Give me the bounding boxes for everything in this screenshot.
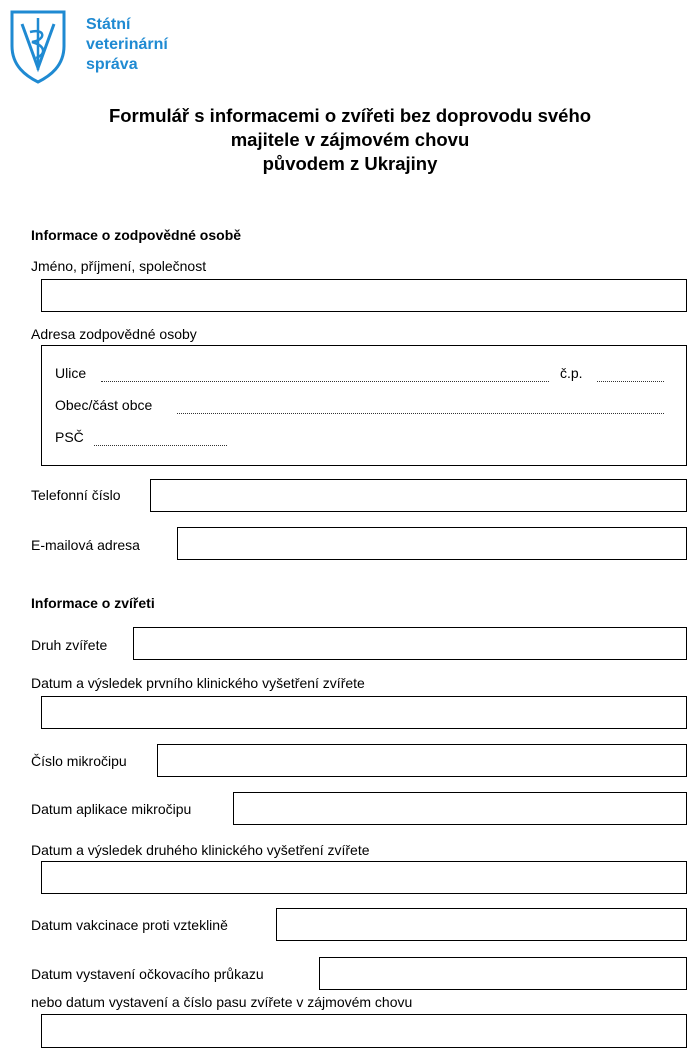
section-heading-responsible-person: Informace o zodpovědné osobě	[31, 227, 242, 243]
street-label: Ulice	[55, 365, 87, 381]
caduceus-shield-icon	[6, 6, 70, 84]
species-field[interactable]	[133, 627, 687, 660]
house-number-field[interactable]	[597, 381, 664, 382]
second-exam-field[interactable]	[41, 861, 687, 894]
house-number-label: č.p.	[560, 365, 583, 381]
second-exam-label: Datum a výsledek druhého klinického vyšetření zvířete	[31, 842, 370, 858]
microchip-label: Číslo mikročipu	[31, 753, 127, 769]
species-label: Druh zvířete	[31, 637, 108, 653]
form-title	[0, 104, 700, 176]
phone-field[interactable]	[150, 479, 687, 512]
first-exam-label: Datum a výsledek prvního klinického vyšetření zvířete	[31, 675, 365, 691]
phone-label: Telefonní číslo	[31, 487, 121, 503]
microchip-date-label: Datum aplikace mikročipu	[31, 801, 192, 817]
microchip-date-field[interactable]	[233, 792, 687, 825]
passport-field[interactable]	[41, 1014, 687, 1048]
form-title-line: původem z Ukrajiny	[262, 153, 438, 174]
zip-field[interactable]	[94, 445, 227, 446]
vaccination-card-label: Datum vystavení očkovacího průkazu	[31, 966, 264, 982]
zip-label: PSČ	[55, 429, 84, 445]
first-exam-field[interactable]	[41, 696, 687, 729]
logo-line: veterinární	[86, 36, 168, 53]
street-field[interactable]	[101, 381, 549, 382]
logo-line: Státní	[86, 16, 131, 33]
town-field[interactable]	[177, 413, 664, 414]
passport-label: nebo datum vystavení a číslo pasu zvířete v zájmovém chovu	[31, 994, 413, 1010]
logo-line: správa	[86, 56, 138, 73]
rabies-vaccination-field[interactable]	[276, 908, 687, 941]
name-label: Jméno, příjmení, společnost	[31, 258, 207, 274]
logo	[6, 6, 206, 86]
address-label: Adresa zodpovědné osoby	[31, 326, 197, 342]
microchip-field[interactable]	[157, 744, 687, 777]
vaccination-card-field[interactable]	[319, 957, 687, 990]
email-label: E-mailová adresa	[31, 537, 140, 553]
rabies-vaccination-label: Datum vakcinace proti vzteklině	[31, 917, 228, 933]
form-title-line: Formulář s informacemi o zvířeti bez doprovodu svého	[108, 105, 592, 126]
town-label: Obec/část obce	[55, 397, 153, 413]
email-field[interactable]	[177, 527, 687, 560]
logo-text	[86, 15, 168, 75]
section-heading-animal: Informace o zvířeti	[31, 595, 155, 611]
name-field[interactable]	[41, 279, 687, 312]
form-title-line: majitele v zájmovém chovu	[230, 129, 470, 150]
